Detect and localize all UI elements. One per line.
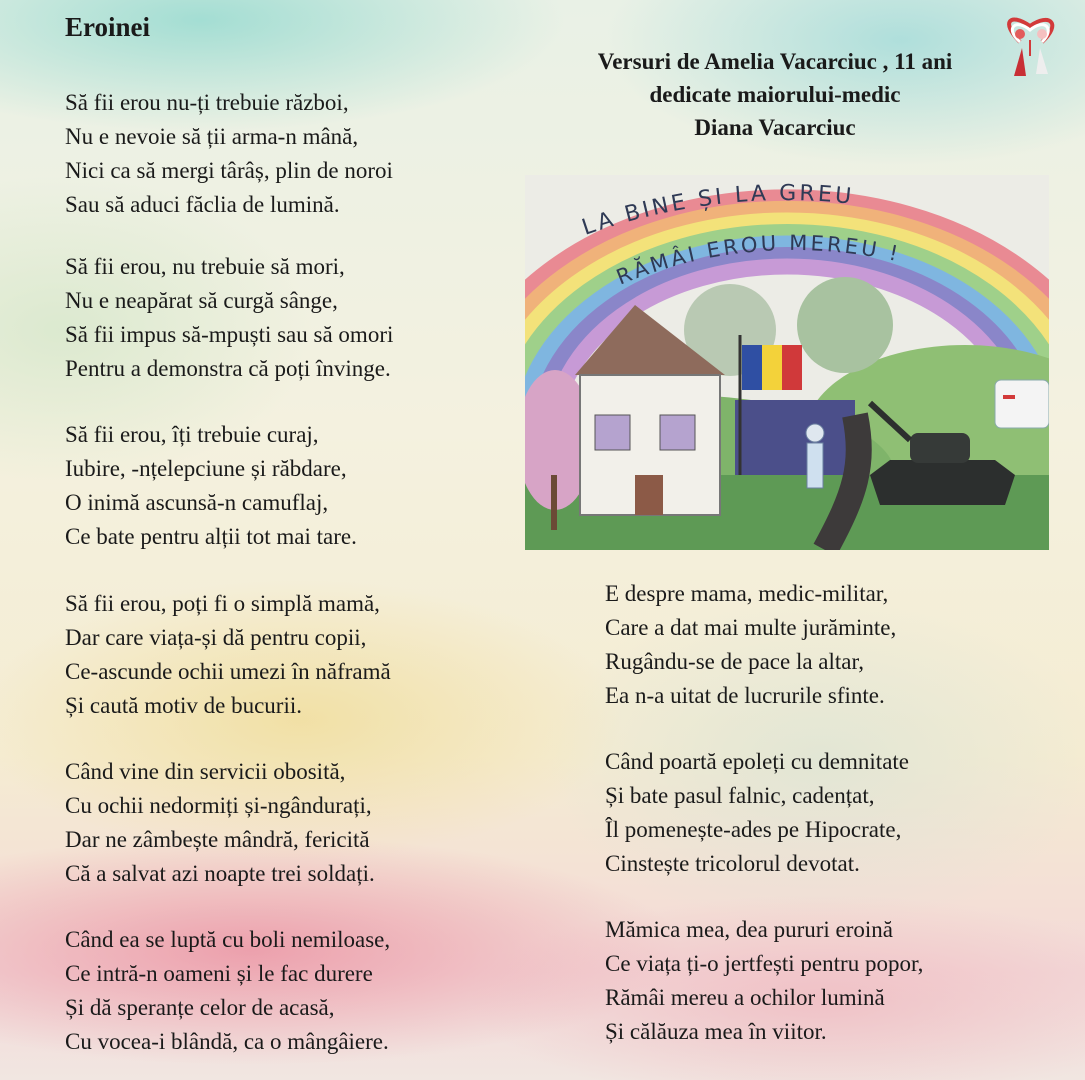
verse-line: Și dă speranțe celor de acasă, [65,995,335,1020]
verse-line: Când poartă epoleți cu demnitate [605,749,909,774]
verse-line: Ce bate pentru alții tot mai tare. [65,524,357,549]
verse-line: Ce intră-n oameni și le fac durere [65,961,373,986]
verse-line: Și călăuza mea în viitor. [605,1019,827,1044]
verse-line: Ea n-a uitat de lucrurile sfinte. [605,683,885,708]
verse-line: Rămâi mereu a ochilor lumină [605,985,885,1010]
verse-line: Să fii erou nu-ți trebuie război, [65,90,349,115]
verse-line: Cu ochii nedormiți și-ngândurați, [65,793,372,818]
verse-line: Nu e nevoie să ții arma-n mână, [65,124,359,149]
stanza [65,250,393,386]
byline-line: dedicate maiorului-medic [649,82,901,107]
stanza [65,923,390,1059]
tank-body-shape [870,460,1015,505]
house-door-shape [635,475,663,515]
figure-body-shape [807,443,823,488]
rainbow-slogan-bottom: RĂMÂI EROU MEREU ! [612,230,903,290]
tank-turret-shape [910,433,970,463]
verse-line: Că a salvat azi noapte trei soldați. [65,861,375,886]
verse-line: Dar ne zâmbește mândră, fericită [65,827,370,852]
verse-line: Să fii impus să-mpuști sau să omori [65,322,394,347]
verse-line: Dar care viața-și dă pentru copii, [65,625,367,650]
tree-trunk-shape [551,475,557,530]
tree-shape [797,277,893,373]
flag-yellow-shape [762,345,782,390]
verse-line: Care a dat mai multe jurăminte, [605,615,897,640]
verse-line: Ce-ascunde ochii umezi în năframă [65,659,391,684]
ambulance-shape [995,380,1049,428]
verse-line: Pentru a demonstra că poți învinge. [65,356,391,381]
verse-line: Nici ca să mergi târâș, plin de noroi [65,158,393,183]
ambulance-cross-shape [1003,395,1015,399]
verse-line: Cinstește tricolorul devotat. [605,851,860,876]
stanza [605,913,923,1049]
flag-red-shape [782,345,802,390]
stanza [65,418,357,554]
house-window-shape [595,415,630,450]
stanza [65,86,393,222]
verse-line: Când vine din servicii obosită, [65,759,346,784]
stanza [65,587,391,723]
martisor-icon [990,12,1070,84]
verse-line: Ce viața ți-o jertfești pentru popor, [605,951,924,976]
stanza [605,577,896,713]
verse-line: Cu vocea-i blândă, ca o mângâiere. [65,1029,389,1054]
verse-line: Și bate pasul falnic, cadențat, [605,783,875,808]
verse-line: Și caută motiv de bucurii. [65,693,302,718]
house-window-shape [660,415,695,450]
verse-line: Să fii erou, poți fi o simplă mamă, [65,591,380,616]
verse-line: Iubire, -nțelepciune și răbdare, [65,456,347,481]
verse-line: Nu e neapărat să curgă sânge, [65,288,338,313]
byline [540,45,1010,144]
verse-line: Sau să aduci făclia de lumină. [65,192,340,217]
fence-shape [735,400,855,475]
verse-line: Când ea se luptă cu boli nemiloase, [65,927,391,952]
verse-line: Îl pomenește-ades pe Hipocrate, [605,817,902,842]
byline-line: Versuri de Amelia Vacarciuc , 11 ani [597,49,953,74]
verse-line: Rugându-se de pace la altar, [605,649,864,674]
poem-title: Eroinei [65,12,151,42]
verse-line: O inimă ascunsă-n camuflaj, [65,490,329,515]
rainbow-slogan-top: LA BINE ȘI LA GREU [579,180,856,241]
verse-line: Să fii erou, nu trebuie să mori, [65,254,345,279]
verse-line: Mămica mea, dea pururi eroină [605,917,894,942]
verse-line: E despre mama, medic-militar, [605,581,889,606]
figure-head-shape [806,424,824,442]
verse-line: Să fii erou, îți trebuie curaj, [65,422,319,447]
stanza [65,755,375,891]
child-drawing [525,175,1049,550]
byline-line: Diana Vacarciuc [694,115,856,140]
flag-blue-shape [742,345,762,390]
stanza [605,745,909,881]
